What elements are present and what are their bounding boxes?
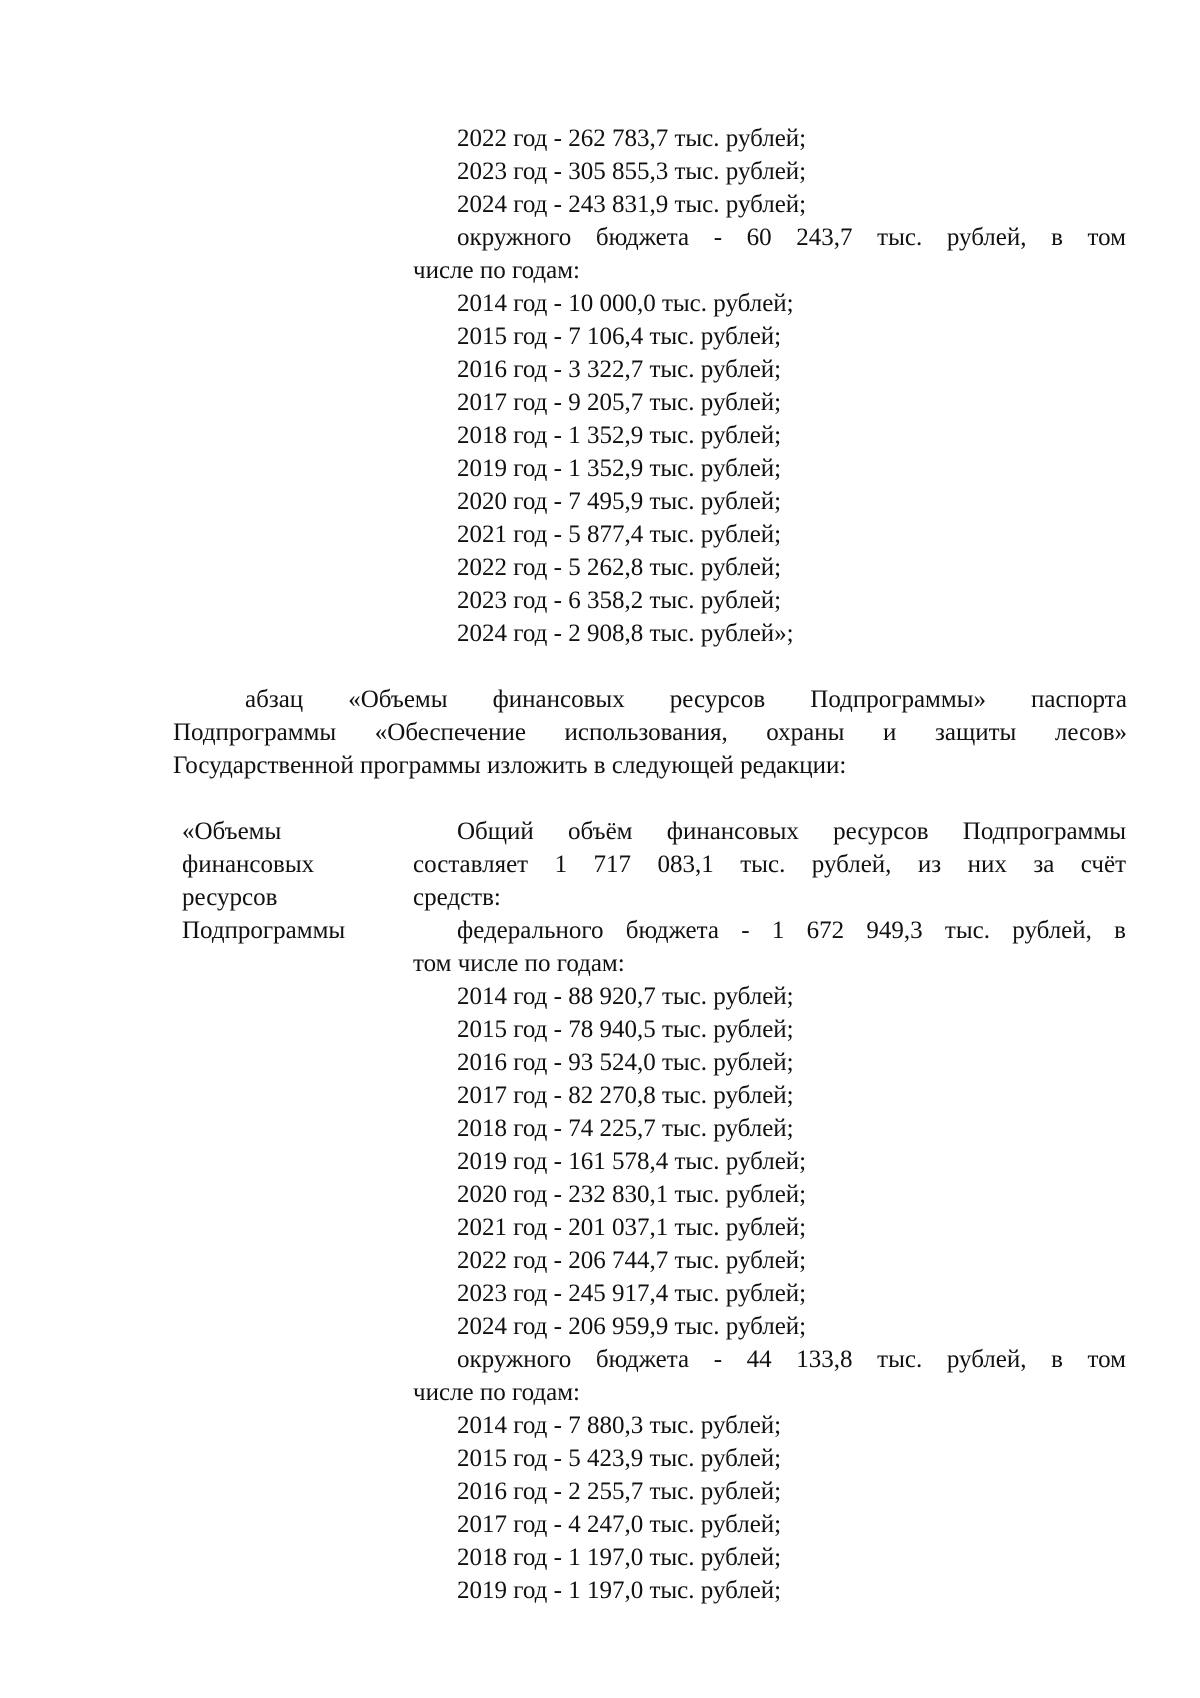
okrug-budget-line: окружного бюджета - 60 243,7 тыс. рублей, в том <box>457 224 1126 251</box>
federal-year-line: 2024 год - 206 959,9 тыс. рублей; <box>457 1313 807 1340</box>
federal-year-line: 2017 год - 82 270,8 тыс. рублей; <box>457 1082 794 1109</box>
okrug-year-line: 2017 год - 4 247,0 тыс. рублей; <box>457 1511 782 1538</box>
republic-year-line: 2023 год - 305 855,3 тыс. рублей; <box>457 158 807 185</box>
paragraph-line: Подпрограммы «Обеспечение использования, охраны и защиты лесов» <box>173 719 1127 746</box>
table-label-line: ресурсов <box>182 884 278 911</box>
okrug-year-line: 2014 год - 10 000,0 тыс. рублей; <box>457 290 794 317</box>
okrug-year-line: 2014 год - 7 880,3 тыс. рублей; <box>457 1412 782 1439</box>
total-funding-line: Общий объём финансовых ресурсов Подпрограммы <box>457 818 1126 845</box>
federal-year-line: 2019 год - 161 578,4 тыс. рублей; <box>457 1148 807 1175</box>
okrug-year-line: 2021 год - 5 877,4 тыс. рублей; <box>457 521 782 548</box>
federal-year-line: 2022 год - 206 744,7 тыс. рублей; <box>457 1247 807 1274</box>
okrug-year-line: 2015 год - 5 423,9 тыс. рублей; <box>457 1445 782 1472</box>
federal-year-line: 2020 год - 232 830,1 тыс. рублей; <box>457 1181 807 1208</box>
republic-year-line: 2022 год - 262 783,7 тыс. рублей; <box>457 125 807 152</box>
federal-year-line: 2023 год - 245 917,4 тыс. рублей; <box>457 1280 807 1307</box>
federal-year-line: 2016 год - 93 524,0 тыс. рублей; <box>457 1049 794 1076</box>
table-label-line: «Объемы <box>182 818 282 845</box>
okrug-budget-line: числе по годам: <box>413 1379 580 1406</box>
okrug-year-line: 2019 год - 1 352,9 тыс. рублей; <box>457 455 782 482</box>
table-label-line: финансовых <box>182 851 315 878</box>
republic-year-line: 2024 год - 243 831,9 тыс. рублей; <box>457 191 807 218</box>
table-label-line: Подпрограммы <box>182 917 346 944</box>
federal-year-line: 2015 год - 78 940,5 тыс. рублей; <box>457 1016 794 1043</box>
federal-year-line: 2021 год - 201 037,1 тыс. рублей; <box>457 1214 807 1241</box>
okrug-budget-line: окружного бюджета - 44 133,8 тыс. рублей, в том <box>457 1346 1126 1373</box>
okrug-year-line: 2020 год - 7 495,9 тыс. рублей; <box>457 488 782 515</box>
okrug-year-line: 2024 год - 2 908,8 тыс. рублей»; <box>457 620 794 647</box>
okrug-year-line: 2016 год - 2 255,7 тыс. рублей; <box>457 1478 782 1505</box>
okrug-year-line: 2018 год - 1 197,0 тыс. рублей; <box>457 1544 782 1571</box>
federal-budget-line: федерального бюджета - 1 672 949,3 тыс. рублей, в <box>457 917 1126 944</box>
okrug-year-line: 2018 год - 1 352,9 тыс. рублей; <box>457 422 782 449</box>
federal-budget-line: том числе по годам: <box>413 950 625 977</box>
paragraph-line: Государственной программы изложить в следующей редакции: <box>173 752 847 779</box>
okrug-budget-line: числе по годам: <box>413 257 580 284</box>
okrug-year-line: 2017 год - 9 205,7 тыс. рублей; <box>457 389 782 416</box>
total-funding-line: составляет 1 717 083,1 тыс. рублей, из них за счёт <box>413 851 1126 878</box>
federal-year-line: 2018 год - 74 225,7 тыс. рублей; <box>457 1115 794 1142</box>
okrug-year-line: 2023 год - 6 358,2 тыс. рублей; <box>457 587 782 614</box>
okrug-year-line: 2022 год - 5 262,8 тыс. рублей; <box>457 554 782 581</box>
federal-year-line: 2014 год - 88 920,7 тыс. рублей; <box>457 983 794 1010</box>
okrug-year-line: 2019 год - 1 197,0 тыс. рублей; <box>457 1577 782 1604</box>
okrug-year-line: 2016 год - 3 322,7 тыс. рублей; <box>457 356 782 383</box>
total-funding-line: средств: <box>413 884 501 911</box>
paragraph-line: абзац «Объемы финансовых ресурсов Подпрограммы» паспорта <box>245 686 1127 713</box>
okrug-year-line: 2015 год - 7 106,4 тыс. рублей; <box>457 323 782 350</box>
